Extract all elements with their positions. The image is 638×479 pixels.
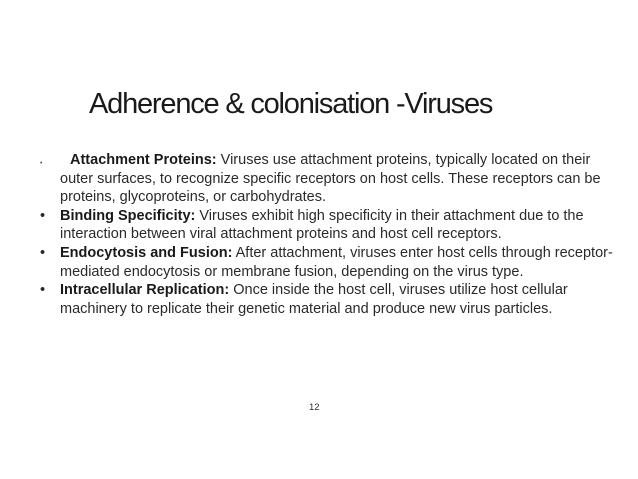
bullet-icon: • (40, 160, 43, 167)
bullet-term: Binding Specificity: (60, 207, 196, 224)
bullet-term: Intracellular Replication: (60, 282, 230, 299)
bullet-icon: • (40, 207, 46, 224)
bullet-endocytosis-fusion (40, 244, 625, 281)
bullet-text: Viruses use attachment proteins, typically located on their outer surfaces, to recognize specific receptors on host cells. These receptors can be proteins, glycoproteins, or carbohydrates. (60, 152, 601, 206)
bullet-icon: • (40, 244, 46, 261)
bullet-intracellular-replication (40, 281, 625, 318)
bullet-binding-specificity (40, 207, 625, 244)
bullet-text: Once inside the host cell, viruses utilize host cellular machinery to replicate their genetic material and produce new virus particles. (60, 282, 568, 317)
bullet-attachment-proteins (40, 151, 625, 207)
bullet-icon: • (40, 282, 46, 299)
bullet-list (40, 151, 625, 318)
page-number: 12 (309, 402, 320, 413)
bullet-text: After attachment, viruses enter host cells through receptor-mediated endocytosis or membrane fusion, depending on the virus type. (60, 244, 613, 280)
bullet-term: Attachment Proteins: (70, 152, 217, 168)
bullet-text: Viruses exhibit high specificity in their attachment due to the interaction between viral attachment proteins and host cell receptors. (60, 207, 584, 243)
bullet-term: Endocytosis and Fusion: (60, 244, 233, 261)
slide-title: Adherence & colonisation -Viruses (89, 88, 493, 120)
